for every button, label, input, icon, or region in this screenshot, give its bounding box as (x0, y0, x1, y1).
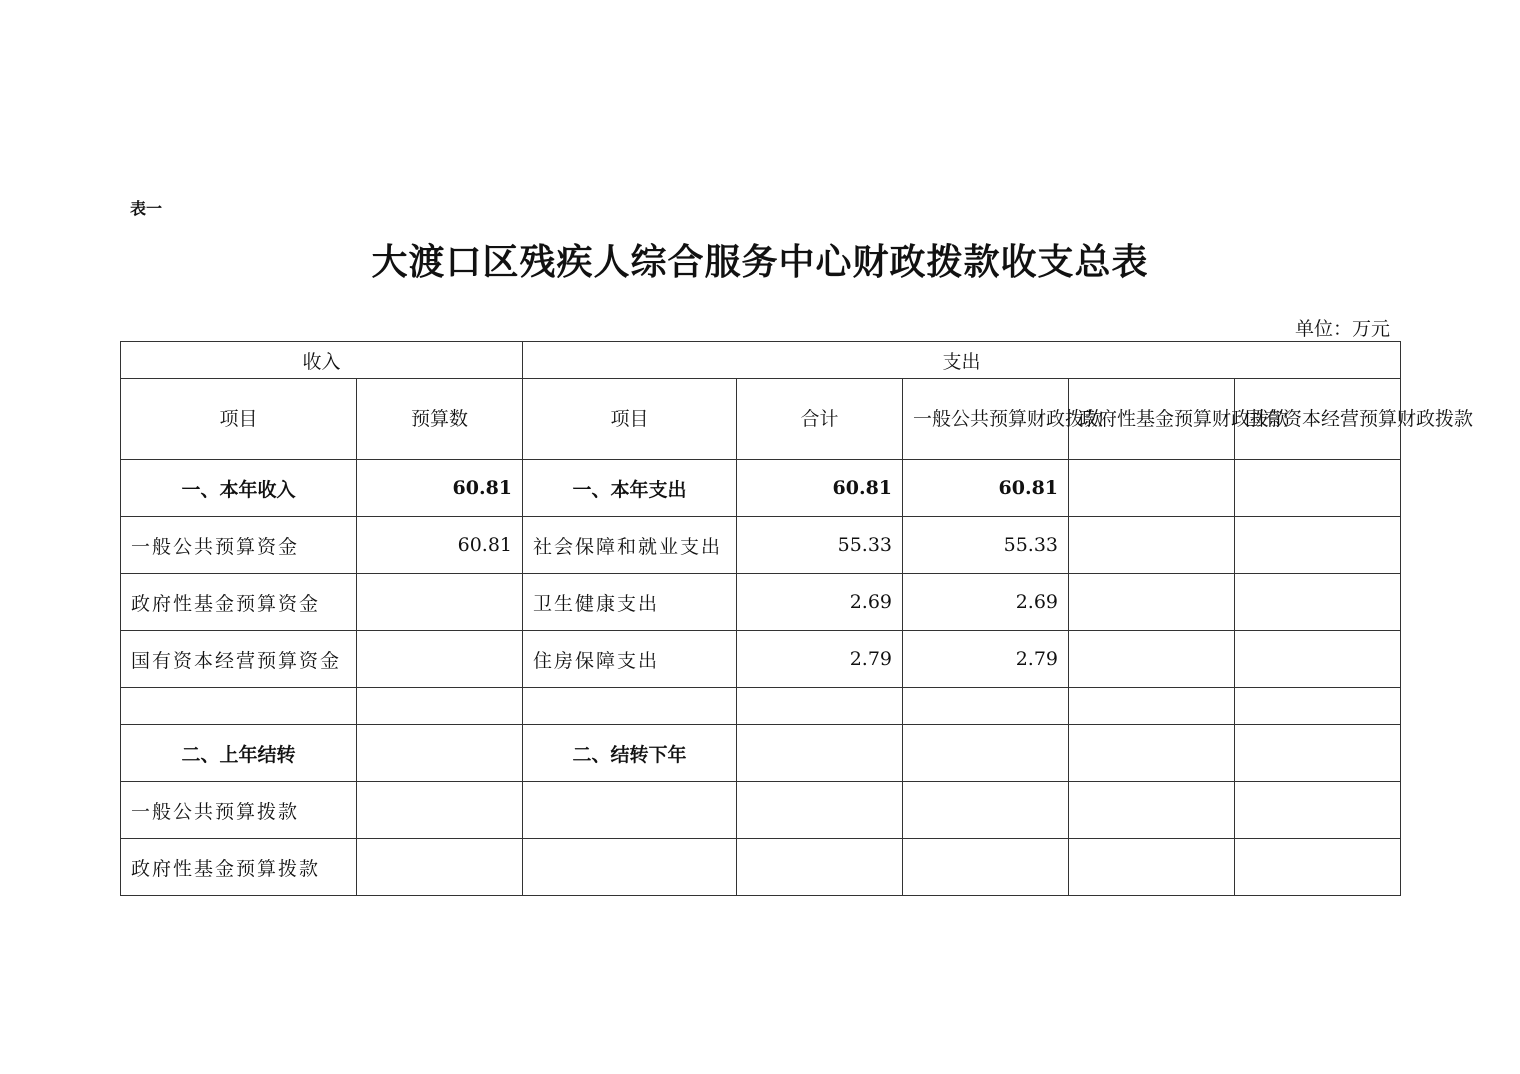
income-item-cell: 一、本年收入 (121, 460, 357, 517)
general-public-cell (903, 782, 1069, 839)
income-item-cell: 一般公共预算拨款 (121, 782, 357, 839)
general-public-cell: 2.79 (903, 631, 1069, 688)
income-budget-cell (357, 631, 523, 688)
income-budget-cell: 60.81 (357, 517, 523, 574)
income-item-cell: 政府性基金预算拨款 (121, 839, 357, 896)
income-item-cell: 二、上年结转 (121, 725, 357, 782)
total-cell (737, 725, 903, 782)
exp-item-cell: 住房保障支出 (523, 631, 737, 688)
col-income-budget: 预算数 (357, 379, 523, 460)
income-item-cell: 国有资本经营预算资金 (121, 631, 357, 688)
exp-item-cell: 社会保障和就业支出 (523, 517, 737, 574)
page-title: 大渡口区残疾人综合服务中心财政拨款收支总表 (371, 242, 1149, 283)
table-row (121, 460, 1401, 517)
gov-fund-cell (1069, 688, 1235, 725)
state-capital-cell (1235, 839, 1401, 896)
total-cell (737, 688, 903, 725)
state-capital-cell (1235, 574, 1401, 631)
general-public-cell (903, 688, 1069, 725)
income-budget-cell (357, 574, 523, 631)
exp-item-cell: 一、本年支出 (523, 460, 737, 517)
gov-fund-cell (1069, 460, 1235, 517)
col-income-item: 项目 (121, 379, 357, 460)
general-public-cell (903, 725, 1069, 782)
table-row (121, 631, 1401, 688)
exp-item-cell (523, 688, 737, 725)
income-budget-cell (357, 839, 523, 896)
group-header-row (121, 342, 1401, 379)
total-cell: 60.81 (737, 460, 903, 517)
state-capital-cell (1235, 725, 1401, 782)
income-item-cell: 一般公共预算资金 (121, 517, 357, 574)
table-row (121, 688, 1401, 725)
total-cell: 2.69 (737, 574, 903, 631)
state-capital-cell (1235, 688, 1401, 725)
exp-item-cell (523, 839, 737, 896)
income-budget-cell (357, 782, 523, 839)
general-public-cell: 55.33 (903, 517, 1069, 574)
col-state-capital: 国有资本经营预算财政拨款 (1235, 379, 1401, 460)
income-budget-cell (357, 688, 523, 725)
general-public-cell (903, 839, 1069, 896)
state-capital-cell (1235, 460, 1401, 517)
gov-fund-cell (1069, 839, 1235, 896)
total-cell (737, 782, 903, 839)
gov-fund-cell (1069, 782, 1235, 839)
gov-fund-cell (1069, 631, 1235, 688)
table-row (121, 574, 1401, 631)
state-capital-cell (1235, 517, 1401, 574)
state-capital-cell (1235, 782, 1401, 839)
income-budget-cell: 60.81 (357, 460, 523, 517)
budget-summary-table (120, 341, 1474, 896)
exp-item-cell (523, 782, 737, 839)
income-item-cell: 政府性基金预算资金 (121, 574, 357, 631)
gov-fund-cell (1069, 517, 1235, 574)
table-row (121, 782, 1401, 839)
table-row (121, 725, 1401, 782)
col-exp-item: 项目 (523, 379, 737, 460)
income-budget-cell (357, 725, 523, 782)
unit-label: 单位：万元 (1294, 318, 1390, 340)
table-row (121, 517, 1401, 574)
exp-item-cell: 二、结转下年 (523, 725, 737, 782)
total-cell: 2.79 (737, 631, 903, 688)
table-row (121, 839, 1401, 896)
income-group-header: 收入 (121, 342, 523, 379)
expenditure-group-header: 支出 (523, 342, 1401, 379)
col-total: 合计 (737, 379, 903, 460)
general-public-cell: 2.69 (903, 574, 1069, 631)
general-public-cell: 60.81 (903, 460, 1069, 517)
total-cell: 55.33 (737, 517, 903, 574)
table-id-label: 表一 (130, 199, 163, 218)
exp-item-cell: 卫生健康支出 (523, 574, 737, 631)
state-capital-cell (1235, 631, 1401, 688)
gov-fund-cell (1069, 574, 1235, 631)
total-cell (737, 839, 903, 896)
gov-fund-cell (1069, 725, 1235, 782)
income-item-cell (121, 688, 357, 725)
col-general-public: 一般公共预算财政拨款 (903, 379, 1069, 460)
column-header-row (121, 379, 1401, 460)
col-gov-fund: 政府性基金预算财政拨款 (1069, 379, 1235, 460)
